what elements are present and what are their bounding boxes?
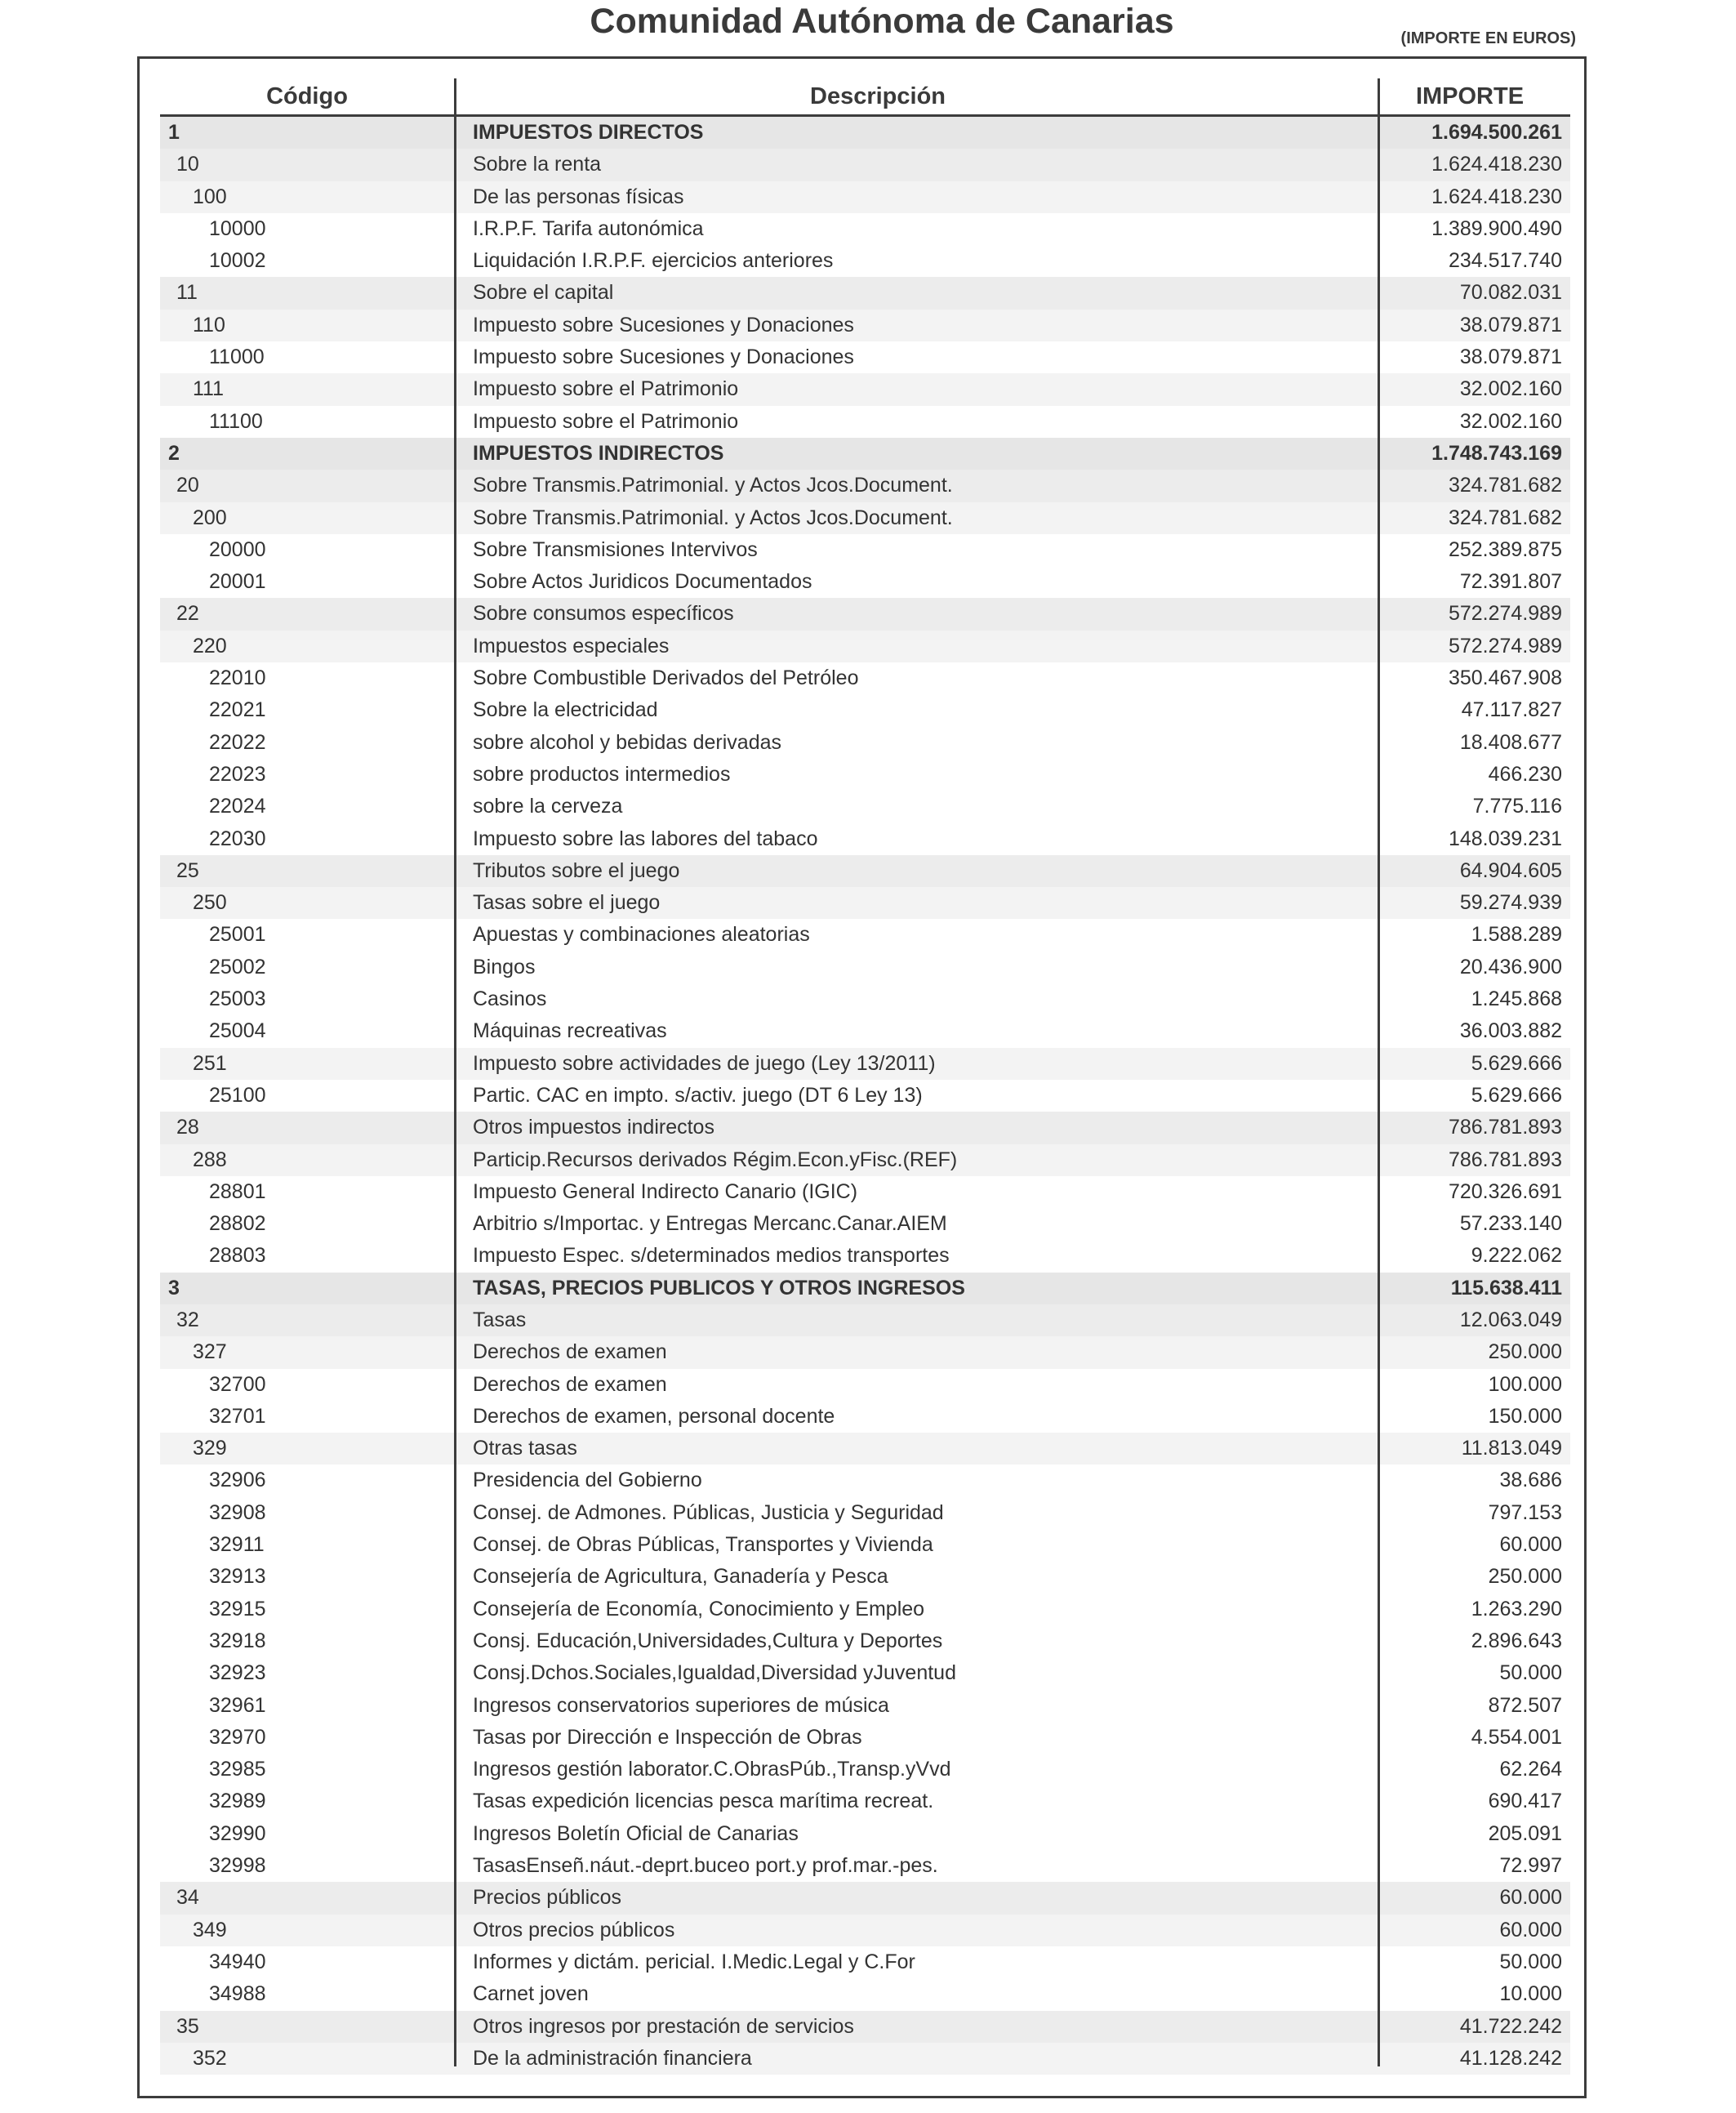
row-description: Partic. CAC en impto. s/activ. juego (DT 6 Ley 13) <box>473 1083 923 1107</box>
row-code: 111 <box>193 377 225 401</box>
row-amount: 59.274.939 <box>1459 891 1562 915</box>
row-amount: 60.000 <box>1499 1918 1562 1941</box>
row-code: 327 <box>193 1340 227 1364</box>
row-description: Impuesto sobre las labores del tabaco <box>473 827 818 850</box>
table-row <box>160 1112 1570 1143</box>
row-code: 32908 <box>209 1500 266 1524</box>
table-row <box>160 1946 1570 1978</box>
row-description: Ingresos Boletín Oficial de Canarias <box>473 1821 799 1845</box>
row-amount: 60.000 <box>1499 1886 1562 1910</box>
row-description: Tributos sobre el juego <box>473 858 680 882</box>
row-amount: 324.781.682 <box>1448 474 1562 497</box>
row-description: De las personas físicas <box>473 185 684 208</box>
row-description: Sobre el capital <box>473 281 614 305</box>
row-code: 32990 <box>209 1821 266 1845</box>
row-description: Impuestos especiales <box>473 634 670 658</box>
table-row <box>160 727 1570 759</box>
row-amount: 252.389.875 <box>1448 537 1562 561</box>
row-description: Impuesto sobre Sucesiones y Donaciones <box>473 313 854 337</box>
row-amount: 5.629.666 <box>1471 1051 1562 1075</box>
table-row <box>160 1594 1570 1625</box>
row-amount: 57.233.140 <box>1459 1212 1562 1236</box>
table-row <box>160 534 1570 566</box>
table-row <box>160 1208 1570 1240</box>
row-code: 32700 <box>209 1372 266 1396</box>
row-description: IMPUESTOS DIRECTOS <box>473 121 704 144</box>
row-description: Ingresos conservatorios superiores de música <box>473 1693 889 1717</box>
row-amount: 1.624.418.230 <box>1431 153 1562 176</box>
row-amount: 1.263.290 <box>1471 1597 1562 1620</box>
row-description: Tasas <box>473 1308 527 1331</box>
table-row <box>160 1240 1570 1272</box>
row-amount: 1.694.500.261 <box>1431 121 1562 144</box>
table-row <box>160 1336 1570 1368</box>
table-row <box>160 181 1570 213</box>
row-amount: 5.629.666 <box>1471 1083 1562 1107</box>
row-code: 32985 <box>209 1758 266 1781</box>
row-amount: 50.000 <box>1499 1950 1562 1973</box>
row-amount: 72.391.807 <box>1459 570 1562 594</box>
row-description: Apuestas y combinaciones aleatorias <box>473 923 810 947</box>
table-row <box>160 1497 1570 1529</box>
row-amount: 100.000 <box>1488 1372 1562 1396</box>
row-description: Informes y dictám. pericial. I.Medic.Legal y C.For <box>473 1950 915 1973</box>
row-amount: 70.082.031 <box>1459 281 1562 305</box>
table-header <box>160 78 1570 117</box>
column-divider-2 <box>1378 78 1380 2066</box>
row-amount: 41.128.242 <box>1459 2046 1562 2070</box>
row-amount: 50.000 <box>1499 1661 1562 1685</box>
row-description: TasasEnseñ.náut.-deprt.buceo port.y prof.mar.-pes. <box>473 1854 938 1878</box>
row-description: sobre la cerveza <box>473 795 623 818</box>
table-row <box>160 117 1570 149</box>
unit-note: (IMPORTE EN EUROS) <box>1400 29 1576 47</box>
row-description: Consj.Dchos.Sociales,Igualdad,Diversidad yJuventud <box>473 1661 956 1685</box>
row-description: Precios públicos <box>473 1886 622 1910</box>
row-amount: 47.117.827 <box>1461 698 1562 722</box>
table-row <box>160 631 1570 662</box>
row-code: 32989 <box>209 1790 266 1813</box>
row-description: Impuesto Espec. s/determinados medios transportes <box>473 1244 950 1268</box>
table-row <box>160 1722 1570 1754</box>
table-row <box>160 759 1570 791</box>
table-row <box>160 470 1570 502</box>
row-code: 3 <box>168 1276 180 1299</box>
row-code: 25 <box>176 858 199 882</box>
table-row <box>160 823 1570 855</box>
row-description: Carnet joven <box>473 1982 589 2006</box>
row-code: 32915 <box>209 1597 266 1620</box>
row-code: 35 <box>176 2014 199 2038</box>
row-description: Sobre la renta <box>473 153 602 176</box>
row-description: Consej. de Admones. Públicas, Justicia y Seguridad <box>473 1500 944 1524</box>
table-row <box>160 1048 1570 1080</box>
row-amount: 32.002.160 <box>1459 409 1562 433</box>
row-code: 329 <box>193 1437 227 1460</box>
row-description: Consejería de Economía, Conocimiento y Empleo <box>473 1597 925 1620</box>
header-code: Código <box>266 83 348 109</box>
row-code: 32 <box>176 1308 199 1331</box>
row-description: sobre productos intermedios <box>473 762 731 786</box>
table-row <box>160 149 1570 181</box>
row-code: 32923 <box>209 1661 266 1685</box>
row-code: 25001 <box>209 923 266 947</box>
table-body <box>160 117 1570 2075</box>
row-description: Tasas sobre el juego <box>473 891 661 915</box>
row-amount: 64.904.605 <box>1459 858 1562 882</box>
table-row <box>160 598 1570 630</box>
row-description: Impuesto sobre actividades de juego (Ley 13/2011) <box>473 1051 936 1075</box>
table-row <box>160 406 1570 438</box>
row-description: Sobre Transmis.Patrimonial. y Actos Jcos.Document. <box>473 506 953 529</box>
row-amount: 324.781.682 <box>1448 506 1562 529</box>
table-row <box>160 213 1570 245</box>
row-amount: 872.507 <box>1488 1693 1562 1717</box>
table-row <box>160 1625 1570 1657</box>
row-description: Impuesto sobre Sucesiones y Donaciones <box>473 345 854 369</box>
row-description: Impuesto sobre el Patrimonio <box>473 377 739 401</box>
row-code: 10002 <box>209 249 266 273</box>
row-amount: 1.748.743.169 <box>1431 441 1562 465</box>
row-amount: 60.000 <box>1499 1533 1562 1557</box>
row-description: Sobre Combustible Derivados del Petróleo <box>473 666 859 690</box>
table-row <box>160 1754 1570 1785</box>
row-amount: 350.467.908 <box>1448 666 1562 690</box>
table-row <box>160 1978 1570 2010</box>
table-row <box>160 438 1570 470</box>
header-description: Descripción <box>810 83 946 109</box>
row-code: 22024 <box>209 795 266 818</box>
row-code: 288 <box>193 1148 227 1171</box>
table-row <box>160 310 1570 341</box>
table-row <box>160 1785 1570 1817</box>
row-amount: 786.781.893 <box>1448 1148 1562 1171</box>
row-amount: 250.000 <box>1488 1340 1562 1364</box>
row-amount: 572.274.989 <box>1448 602 1562 626</box>
column-divider-1 <box>454 78 456 2066</box>
row-description: TASAS, PRECIOS PUBLICOS Y OTROS INGRESOS <box>473 1276 965 1299</box>
table-row <box>160 1915 1570 1946</box>
row-description: I.R.P.F. Tarifa autonómica <box>473 216 704 240</box>
row-description: sobre alcohol y bebidas derivadas <box>473 730 782 754</box>
row-code: 100 <box>193 185 227 208</box>
table-row <box>160 919 1570 951</box>
row-amount: 4.554.001 <box>1471 1725 1562 1749</box>
row-code: 25004 <box>209 1019 266 1043</box>
row-amount: 1.624.418.230 <box>1431 185 1562 208</box>
row-code: 22022 <box>209 730 266 754</box>
row-amount: 690.417 <box>1488 1790 1562 1813</box>
row-description: Derechos de examen <box>473 1372 667 1396</box>
row-code: 32918 <box>209 1629 266 1652</box>
row-code: 352 <box>193 2046 227 2070</box>
row-code: 11100 <box>209 409 263 433</box>
table-row <box>160 1529 1570 1561</box>
revenue-table <box>160 78 1570 2075</box>
row-code: 28802 <box>209 1212 266 1236</box>
row-code: 110 <box>193 313 225 337</box>
row-code: 220 <box>193 634 227 658</box>
row-amount: 7.775.116 <box>1472 795 1562 818</box>
table-row <box>160 662 1570 694</box>
row-code: 32998 <box>209 1854 266 1878</box>
row-code: 22023 <box>209 762 266 786</box>
table-row <box>160 791 1570 822</box>
row-description: De la administración financiera <box>473 2046 752 2070</box>
row-description: Sobre Transmis.Patrimonial. y Actos Jcos.Document. <box>473 474 953 497</box>
table-row <box>160 1369 1570 1401</box>
row-description: Impuesto General Indirecto Canario (IGIC) <box>473 1179 858 1203</box>
table-row <box>160 341 1570 373</box>
table-row <box>160 2043 1570 2075</box>
row-amount: 234.517.740 <box>1448 249 1562 273</box>
table-row <box>160 1690 1570 1722</box>
row-code: 22030 <box>209 827 266 850</box>
row-description: Tasas expedición licencias pesca marítima recreat. <box>473 1790 934 1813</box>
row-amount: 148.039.231 <box>1448 827 1562 850</box>
row-amount: 41.722.242 <box>1459 2014 1562 2038</box>
row-amount: 720.326.691 <box>1448 1179 1562 1203</box>
header-amount: IMPORTE <box>1415 83 1525 109</box>
row-description: Sobre Transmisiones Intervivos <box>473 537 758 561</box>
table-row <box>160 277 1570 309</box>
table-row <box>160 1850 1570 1882</box>
table-row <box>160 1080 1570 1112</box>
row-code: 20001 <box>209 570 266 594</box>
table-row <box>160 887 1570 919</box>
table-row <box>160 694 1570 726</box>
row-description: Otros ingresos por prestación de servicios <box>473 2014 854 2038</box>
row-description: Otros precios públicos <box>473 1918 675 1941</box>
row-description: Máquinas recreativas <box>473 1019 667 1043</box>
row-code: 32961 <box>209 1693 266 1717</box>
row-description: Sobre la electricidad <box>473 698 658 722</box>
row-code: 25100 <box>209 1083 266 1107</box>
row-amount: 1.245.868 <box>1471 987 1562 1011</box>
row-amount: 9.222.062 <box>1471 1244 1562 1268</box>
row-description: Presidencia del Gobierno <box>473 1469 702 1492</box>
row-amount: 115.638.411 <box>1450 1276 1562 1299</box>
table-row <box>160 1273 1570 1304</box>
row-description: Ingresos gestión laborator.C.ObrasPúb.,Transp.yVvd <box>473 1758 951 1781</box>
row-amount: 38.079.871 <box>1459 345 1562 369</box>
table-row <box>160 1433 1570 1464</box>
row-amount: 36.003.882 <box>1459 1019 1562 1043</box>
table-row <box>160 855 1570 887</box>
row-amount: 786.781.893 <box>1448 1116 1562 1139</box>
row-code: 10 <box>176 153 199 176</box>
row-amount: 205.091 <box>1488 1821 1562 1845</box>
row-amount: 466.230 <box>1488 762 1562 786</box>
row-code: 200 <box>193 506 227 529</box>
row-amount: 12.063.049 <box>1459 1308 1562 1331</box>
row-code: 25002 <box>209 955 266 978</box>
row-code: 1 <box>168 121 180 144</box>
row-amount: 62.264 <box>1499 1758 1562 1781</box>
table-row <box>160 373 1570 405</box>
table-row <box>160 502 1570 534</box>
row-code: 250 <box>193 891 227 915</box>
row-code: 2 <box>168 441 180 465</box>
row-code: 25003 <box>209 987 266 1011</box>
table-row <box>160 2011 1570 2043</box>
row-code: 32970 <box>209 1725 266 1749</box>
row-code: 32913 <box>209 1565 266 1589</box>
row-amount: 1.389.900.490 <box>1431 216 1562 240</box>
row-code: 32701 <box>209 1404 266 1428</box>
row-description: Otras tasas <box>473 1437 577 1460</box>
row-code: 251 <box>193 1051 227 1075</box>
row-description: Sobre consumos específicos <box>473 602 734 626</box>
row-code: 10000 <box>209 216 266 240</box>
table-row <box>160 1882 1570 1914</box>
row-amount: 10.000 <box>1499 1982 1562 2006</box>
table-row <box>160 1818 1570 1850</box>
table-row <box>160 1561 1570 1593</box>
row-code: 22 <box>176 602 199 626</box>
row-amount: 1.588.289 <box>1471 923 1562 947</box>
row-description: Arbitrio s/Importac. y Entregas Mercanc.Canar.AIEM <box>473 1212 947 1236</box>
row-description: Bingos <box>473 955 536 978</box>
page-title: Comunidad Autónoma de Canarias <box>590 2 1174 41</box>
row-code: 20000 <box>209 537 266 561</box>
table-row <box>160 983 1570 1015</box>
row-code: 22021 <box>209 698 266 722</box>
row-amount: 20.436.900 <box>1459 955 1562 978</box>
row-amount: 572.274.989 <box>1448 634 1562 658</box>
row-amount: 2.896.643 <box>1471 1629 1562 1652</box>
row-amount: 38.079.871 <box>1459 313 1562 337</box>
row-code: 11000 <box>209 345 265 369</box>
row-amount: 32.002.160 <box>1459 377 1562 401</box>
table-row <box>160 1464 1570 1496</box>
row-description: Otros impuestos indirectos <box>473 1116 714 1139</box>
row-description: Derechos de examen <box>473 1340 667 1364</box>
row-code: 32911 <box>209 1533 265 1557</box>
table-row <box>160 1144 1570 1176</box>
table-row <box>160 1657 1570 1689</box>
row-description: Tasas por Dirección e Inspección de Obras <box>473 1725 862 1749</box>
row-amount: 11.813.049 <box>1461 1437 1562 1460</box>
table-row <box>160 952 1570 983</box>
row-code: 32906 <box>209 1469 266 1492</box>
table-row <box>160 566 1570 598</box>
row-amount: 797.153 <box>1488 1500 1562 1524</box>
row-code: 28801 <box>209 1179 266 1203</box>
row-amount: 150.000 <box>1488 1404 1562 1428</box>
row-description: Consej. de Obras Públicas, Transportes y Vivienda <box>473 1533 933 1557</box>
row-code: 28 <box>176 1116 199 1139</box>
row-description: Sobre Actos Juridicos Documentados <box>473 570 812 594</box>
row-code: 34 <box>176 1886 199 1910</box>
row-description: Impuesto sobre el Patrimonio <box>473 409 739 433</box>
row-amount: 18.408.677 <box>1459 730 1562 754</box>
row-amount: 72.997 <box>1499 1854 1562 1878</box>
table-row <box>160 1401 1570 1433</box>
row-code: 22010 <box>209 666 266 690</box>
row-amount: 250.000 <box>1488 1565 1562 1589</box>
row-description: Consejería de Agricultura, Ganadería y Pesca <box>473 1565 888 1589</box>
row-code: 34988 <box>209 1982 266 2006</box>
row-description: Particip.Recursos derivados Régim.Econ.yFisc.(REF) <box>473 1148 958 1171</box>
row-description: Casinos <box>473 987 547 1011</box>
row-description: Derechos de examen, personal docente <box>473 1404 835 1428</box>
row-description: Liquidación I.R.P.F. ejercicios anteriores <box>473 249 834 273</box>
table-row <box>160 1015 1570 1047</box>
table-row <box>160 1176 1570 1208</box>
row-code: 34940 <box>209 1950 266 1973</box>
row-code: 349 <box>193 1918 227 1941</box>
row-code: 20 <box>176 474 199 497</box>
row-amount: 38.686 <box>1499 1469 1562 1492</box>
row-description: IMPUESTOS INDIRECTOS <box>473 441 724 465</box>
table-row <box>160 245 1570 277</box>
row-code: 28803 <box>209 1244 266 1268</box>
row-description: Consj. Educación,Universidades,Cultura y Deportes <box>473 1629 943 1652</box>
row-code: 11 <box>176 281 198 305</box>
table-row <box>160 1304 1570 1336</box>
